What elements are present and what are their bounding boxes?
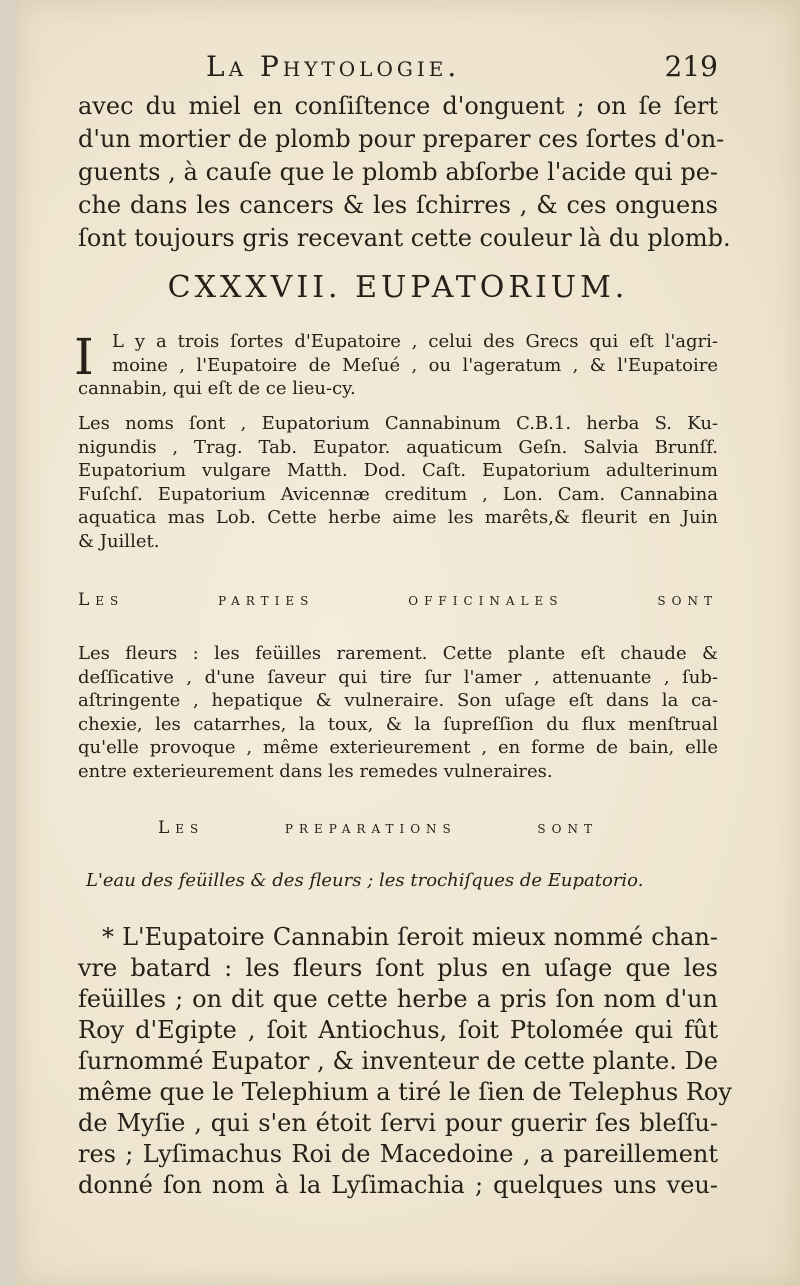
note-paragraph <box>78 922 732 1201</box>
text-line: donné ſon nom à la Lyſimachia ; quelques uns veu- <box>78 1171 718 1199</box>
text-line: & Juillet. <box>78 530 160 552</box>
text-line: d'un mortier de plomb pour preparer ces ſortes d'on- <box>78 125 725 153</box>
text-line: L y a trois ſortes d'Eupatoire , celui des Grecs qui eſt l'agri- <box>112 331 718 352</box>
running-title: La Phytologie. <box>206 50 461 83</box>
text-line: Les fleurs : les feüilles rarement. Cette plante eſt chaude & <box>78 643 718 664</box>
text-line: Roy d'Egipte , ſoit Antiochus, ſoit Ptolomée qui fût <box>78 1016 718 1044</box>
text-line: Eupatorium vulgare Matth. Dod. Caſt. Eupatorium adulterinum <box>78 460 718 481</box>
text-line: chexie, les catarrhes, la toux, & la ſupreſſion du flux menſtrual <box>78 713 718 735</box>
text-line: de Myſie , qui s'en étoit ſervi pour guerir ſes bleſſu- <box>78 1109 718 1137</box>
names-paragraph <box>78 412 718 553</box>
text-line: cannabin, qui eſt de ce lieu-cy. <box>78 378 356 399</box>
text-line: aquatica mas Lob. Cette herbe aime les marêts,& fleurit en Juin <box>78 507 718 528</box>
text-line: * L'Eupatoire Cannabin ſeroit mieux nommé chan- <box>102 923 718 951</box>
text-line: même que le Telephium a tiré le ſien de Telephus Roy <box>78 1078 732 1106</box>
text-line: qu'elle provoque , même exterieurement , en forme de bain, elle <box>78 737 718 758</box>
text-line: ſurnommé Eupator , & inventeur de cette plante. De <box>78 1047 718 1075</box>
continued-paragraph <box>78 90 731 255</box>
parts-paragraph <box>78 642 718 783</box>
text-line: entre exterieurement dans les remedes vulneraires. <box>78 760 553 782</box>
intro-paragraph <box>74 328 718 401</box>
section-heading-parts: Les parties officinales sont <box>78 590 718 610</box>
text-line: aſtringente , hepatique & vulneraire. Son uſage eſt dans la ca- <box>78 690 718 711</box>
text-line: Fuſchſ. Eupatorium Avicennæ creditum , Lon. Cam. Cannabina <box>78 483 718 505</box>
text-line: che dans les cancers & les ſchirres , & ces onguens <box>78 191 718 219</box>
text-line: guents , à cauſe que le plomb abſorbe l'acide qui pe- <box>78 158 718 186</box>
text-line: Les noms ſont , Eupatorium Cannabinum C.B.1. herba S. Ku- <box>78 413 718 434</box>
text-line: nigundis , Trag. Tab. Eupator. aquaticum Geſn. Salvia Brunſf. <box>78 436 718 458</box>
text-line: vre batard : les fleurs ſont plus en uſage que les <box>78 954 718 982</box>
text-line: feüilles ; on dit que cette herbe a pris ſon nom d'un <box>78 985 718 1013</box>
drop-cap: I <box>74 328 94 386</box>
text-line: ſont toujours gris recevant cette couleur là du plomb. <box>78 224 731 252</box>
section-heading-preparations: Les preparations sont <box>158 818 598 838</box>
book-page <box>16 0 800 1286</box>
preparations-line: L'eau des feüilles & des fleurs ; les trochiſques de Eupatorio. <box>86 870 644 891</box>
text-line: deſſicative , d'une ſaveur qui tire ſur l'amer , attenuante , ſub- <box>78 666 718 688</box>
page-header <box>78 50 718 94</box>
chapter-title: CXXXVII. EUPATORIUM. <box>167 270 629 305</box>
page-number: 219 <box>664 50 718 83</box>
text-line: res ; Lyſimachus Roi de Macedoine , a pareillement <box>78 1140 718 1168</box>
text-line: moine , l'Eupatoire de Meſué , ou l'ageratum , & l'Eupatoire <box>112 354 718 376</box>
text-line: avec du miel en conſiſtence d'onguent ; on ſe ſert <box>78 92 718 120</box>
